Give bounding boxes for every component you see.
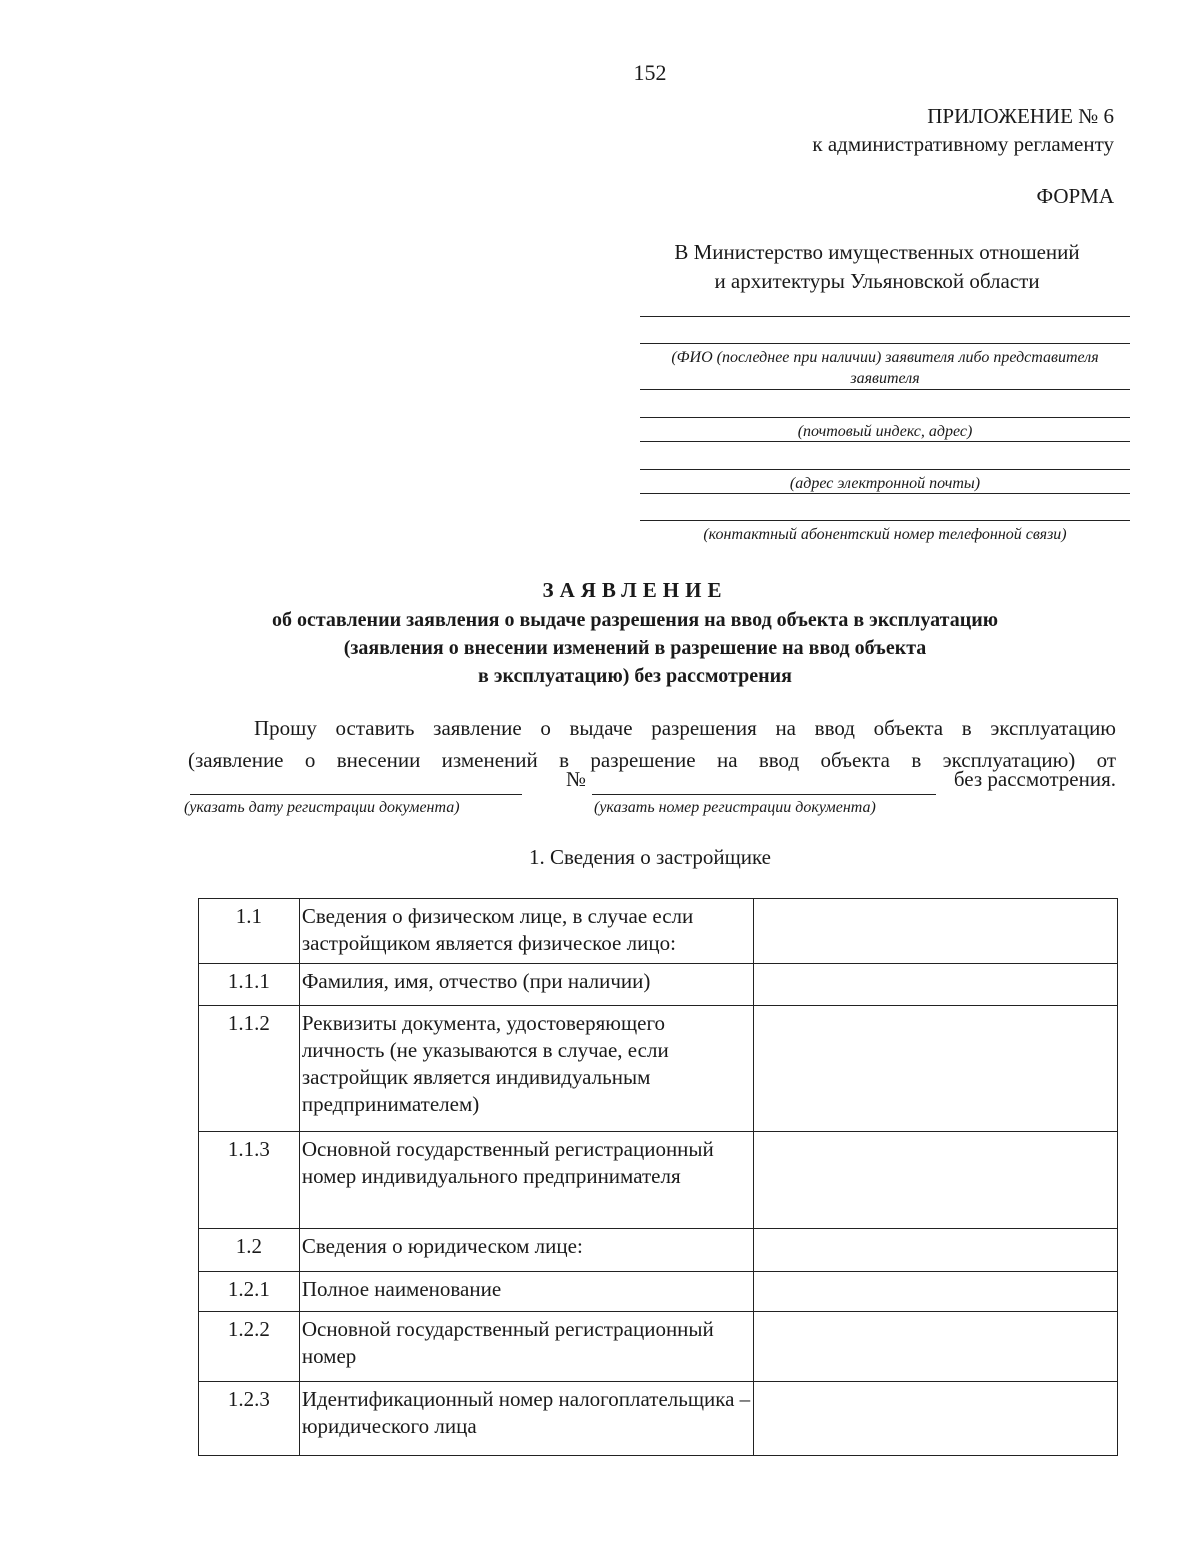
- row-label: Реквизиты документа, удостоверяющего личность (не указываются в случае, если застройщик является индивидуальным предпринимателем): [299, 1006, 753, 1132]
- row-label: Сведения о юридическом лице:: [299, 1229, 753, 1272]
- registration-date-field[interactable]: [190, 794, 522, 795]
- statement-subtitle-line-3: в эксплуатацию) без рассмотрения: [478, 665, 792, 687]
- addressee-line-1: В Министерство имущественных отношений: [674, 240, 1080, 264]
- table-row: [199, 1006, 1118, 1132]
- developer-info-table: [198, 898, 1118, 1456]
- row-label: Основной государственный регистрационный номер: [299, 1312, 753, 1382]
- row-number: 1.2.3: [199, 1382, 300, 1456]
- applicant-name-line-3[interactable]: [640, 389, 1130, 390]
- form-label: ФОРМА: [1036, 184, 1114, 208]
- date-caption: (указать дату регистрации документа): [184, 799, 460, 816]
- row-value-field[interactable]: [754, 1272, 1118, 1312]
- row-label: Основной государственный регистрационный номер индивидуального предпринимателя: [299, 1132, 753, 1229]
- number-caption: (указать номер регистрации документа): [594, 799, 876, 816]
- addressee-line-2: и архитектуры Ульяновской области: [714, 269, 1040, 293]
- table-row: [199, 1312, 1118, 1382]
- row-label: Полное наименование: [299, 1272, 753, 1312]
- row-value-field[interactable]: [754, 899, 1118, 964]
- addressee: [642, 238, 1112, 296]
- appendix-title: ПРИЛОЖЕНИЕ № 6: [927, 104, 1114, 128]
- statement-subtitle-line-2: (заявления о внесении изменений в разрешение на ввод объекта: [343, 637, 927, 659]
- statement-subtitle-line-1: об оставлении заявления о выдаче разрешения на ввод объекта в эксплуатацию: [271, 609, 999, 631]
- table-row: [199, 1229, 1118, 1272]
- row-label: Фамилия, имя, отчество (при наличии): [299, 964, 753, 1006]
- row-value-field[interactable]: [754, 1312, 1118, 1382]
- statement-subtitle: [0, 606, 1200, 690]
- row-label: Сведения о физическом лице, в случае если застройщиком является физическое лицо:: [299, 899, 753, 964]
- postal-caption: (почтовый индекс, адрес): [797, 423, 973, 440]
- row-number: 1.1: [199, 899, 300, 964]
- table-row: [199, 1272, 1118, 1312]
- row-value-field[interactable]: [754, 1382, 1118, 1456]
- row-value-field[interactable]: [754, 1229, 1118, 1272]
- row-number: 1.2: [199, 1229, 300, 1272]
- fio-caption: (ФИО (последнее при наличии) заявителя либо представителя заявителя: [671, 349, 1099, 387]
- row-value-field[interactable]: [754, 1132, 1118, 1229]
- applicant-name-line-2[interactable]: [640, 343, 1130, 344]
- row-number: 1.1.3: [199, 1132, 300, 1229]
- number-sign: №: [566, 767, 587, 791]
- email-line-1[interactable]: [640, 469, 1130, 470]
- request-line-1: Прошу оставить заявление о выдаче разрешения на ввод объекта в эксплуатацию: [254, 716, 1116, 740]
- statement-title: ЗАЯВЛЕНИЕ: [542, 578, 728, 602]
- row-label: Идентификационный номер налогоплательщика – юридического лица: [299, 1382, 753, 1456]
- registration-number-field[interactable]: [592, 794, 936, 795]
- row-number: 1.2.2: [199, 1312, 300, 1382]
- section-title: 1. Сведения о застройщике: [528, 845, 771, 869]
- appendix-subtitle: к административному регламенту: [812, 132, 1114, 156]
- page-number: 152: [633, 60, 667, 85]
- table-row: [199, 899, 1118, 964]
- applicant-name-line-1[interactable]: [640, 316, 1130, 317]
- postal-address-line-1[interactable]: [640, 417, 1130, 418]
- phone-line[interactable]: [640, 520, 1130, 521]
- email-caption: (адрес электронной почты): [789, 475, 981, 492]
- phone-caption: (контактный абонентский номер телефонной связи): [703, 526, 1067, 543]
- table-row: [199, 1132, 1118, 1229]
- row-number: 1.1.2: [199, 1006, 300, 1132]
- table-row: [199, 1382, 1118, 1456]
- row-number: 1.2.1: [199, 1272, 300, 1312]
- request-line-2: (заявление о внесении изменений в разрешение на ввод объекта в эксплуатацию) от: [188, 748, 1116, 772]
- table-row: [199, 964, 1118, 1006]
- row-number: 1.1.1: [199, 964, 300, 1006]
- row-value-field[interactable]: [754, 964, 1118, 1006]
- without-review-text: без рассмотрения.: [953, 767, 1116, 791]
- row-value-field[interactable]: [754, 1006, 1118, 1132]
